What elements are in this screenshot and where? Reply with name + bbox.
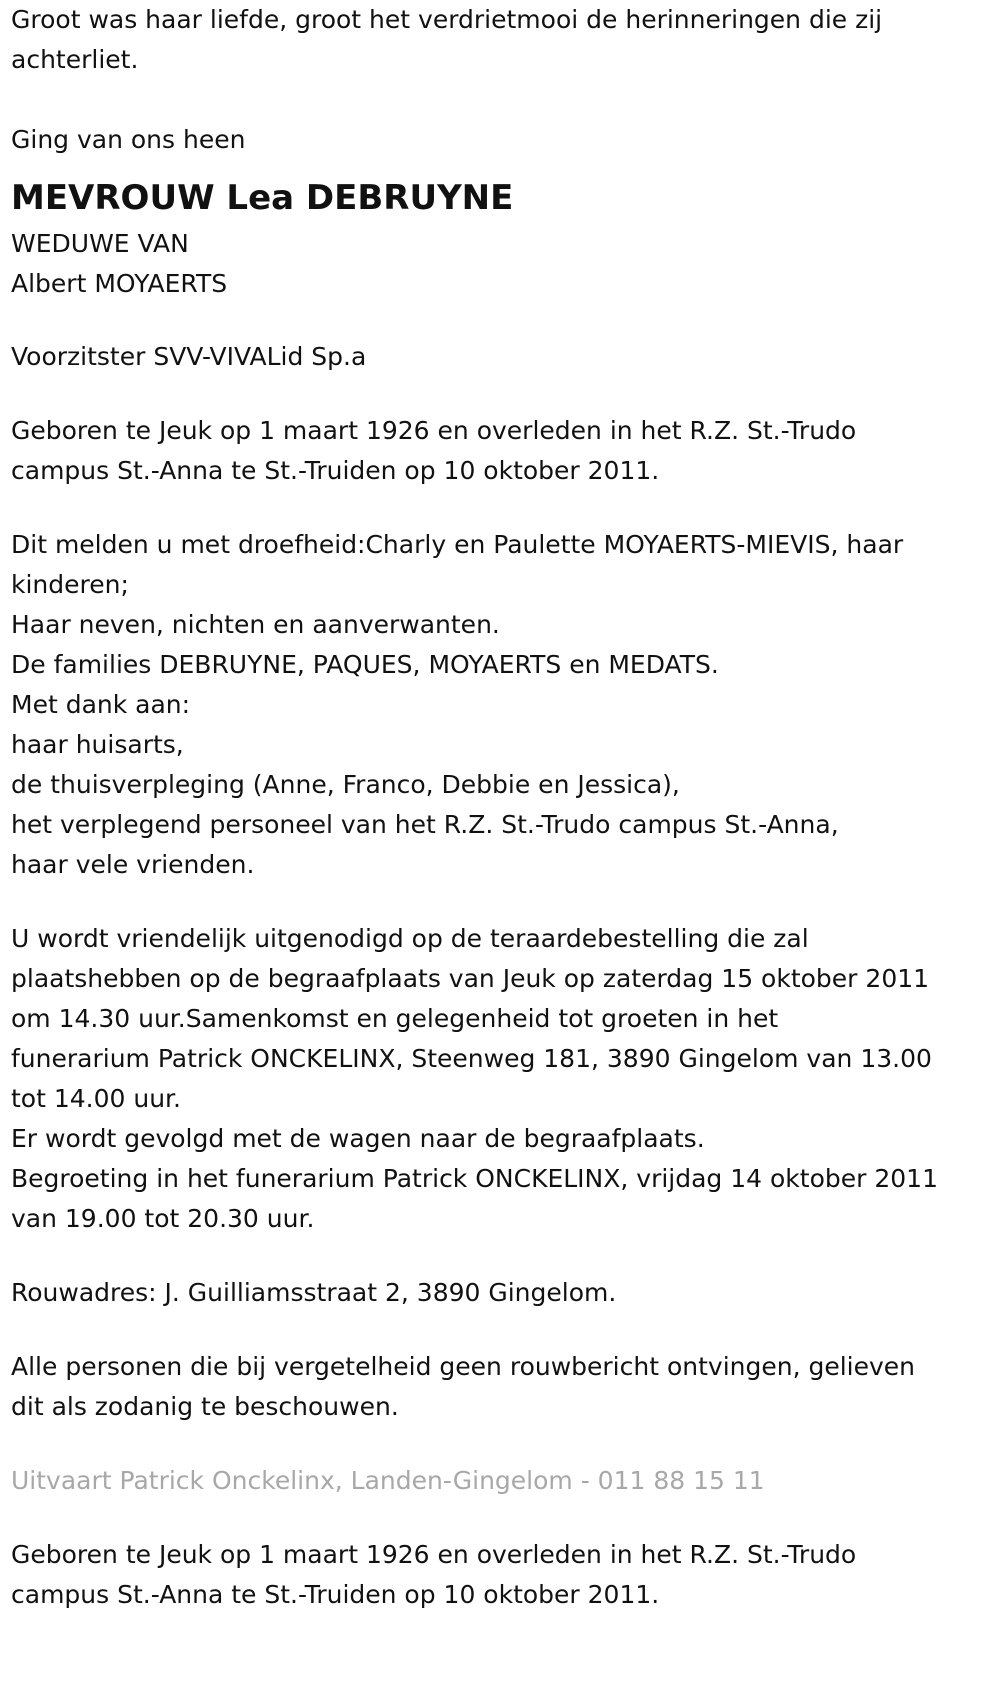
deceased-block [11,172,989,304]
funeral-line: Begroeting in het funerarium Patrick ONCKELINX, vrijdag 14 oktober 2011 [11,1164,938,1193]
notice-line-1: Alle personen die bij vergetelheid geen rouwbericht ontvingen, gelieven [11,1352,916,1381]
announcement-line: haar vele vrienden. [11,850,255,879]
passed-away-text: Ging van ons heen [11,125,246,154]
funeral-line: om 14.30 uur.Samenkomst en gelegenheid tot groeten in het [11,1004,779,1033]
mourning-address: Rouwadres: J. Guilliamsstraat 2, 3890 Gingelom. [11,1278,617,1307]
funeral-line: plaatshebben op de begraafplaats van Jeuk op zaterdag 15 oktober 2011 [11,964,930,993]
birth-death-line-2: campus St.-Anna te St.-Truiden op 10 oktober 2011. [11,456,660,485]
announcement-line: het verplegend personeel van het R.Z. St.-Trudo campus St.-Anna, [11,810,839,839]
funeral-line: funerarium Patrick ONCKELINX, Steenweg 181, 3890 Gingelom van 13.00 [11,1044,932,1073]
deceased-name: MEVROUW Lea DEBRUYNE [11,178,514,218]
announcement-line: de thuisverpleging (Anne, Franco, Debbie en Jessica), [11,770,680,799]
funeral-line: tot 14.00 uur. [11,1084,181,1113]
birth-death-line-1: Geboren te Jeuk op 1 maart 1926 en overleden in het R.Z. St.-Trudo [11,416,857,445]
notice-line-2: dit als zodanig te beschouwen. [11,1392,399,1421]
funeral-line: Er wordt gevolgd met de wagen naar de begraafplaats. [11,1124,705,1153]
announcement-line: Haar neven, nichten en aanverwanten. [11,610,500,639]
birth-death-block [11,411,989,491]
announcement-line: De families DEBRUYNE, PAQUES, MOYAERTS en MEDATS. [11,650,719,679]
birth-death-repeat-block [11,1535,989,1615]
notice-block [11,1347,989,1427]
funeral-line: U wordt vriendelijk uitgenodigd op de teraardebestelling die zal [11,924,809,953]
announcement-line: Met dank aan: [11,690,191,719]
spouse-name: Albert MOYAERTS [11,269,228,298]
intro-line-1: Groot was haar liefde, groot het verdrietmooi de herinneringen die zij [11,5,883,34]
funeral-line: van 19.00 tot 20.30 uur. [11,1204,315,1233]
funeral-block [11,919,989,1239]
undertaker-credit: Uitvaart Patrick Onckelinx, Landen-Gingelom - 011 88 15 11 [11,1466,765,1495]
announcement-line: kinderen; [11,570,129,599]
intro-line-2: achterliet. [11,45,139,74]
birth-death-repeat-line-1: Geboren te Jeuk op 1 maart 1926 en overleden in het R.Z. St.-Trudo [11,1540,857,1569]
announcement-block [11,525,989,885]
announcement-line: haar huisarts, [11,730,184,759]
birth-death-repeat-line-2: campus St.-Anna te St.-Truiden op 10 oktober 2011. [11,1580,660,1609]
announcement-line: Dit melden u met droefheid:Charly en Paulette MOYAERTS-MIEVIS, haar [11,530,904,559]
widow-of-label: WEDUWE VAN [11,229,189,258]
intro-quote [11,0,989,80]
role-text: Voorzitster SVV-VIVALid Sp.a [11,342,367,371]
